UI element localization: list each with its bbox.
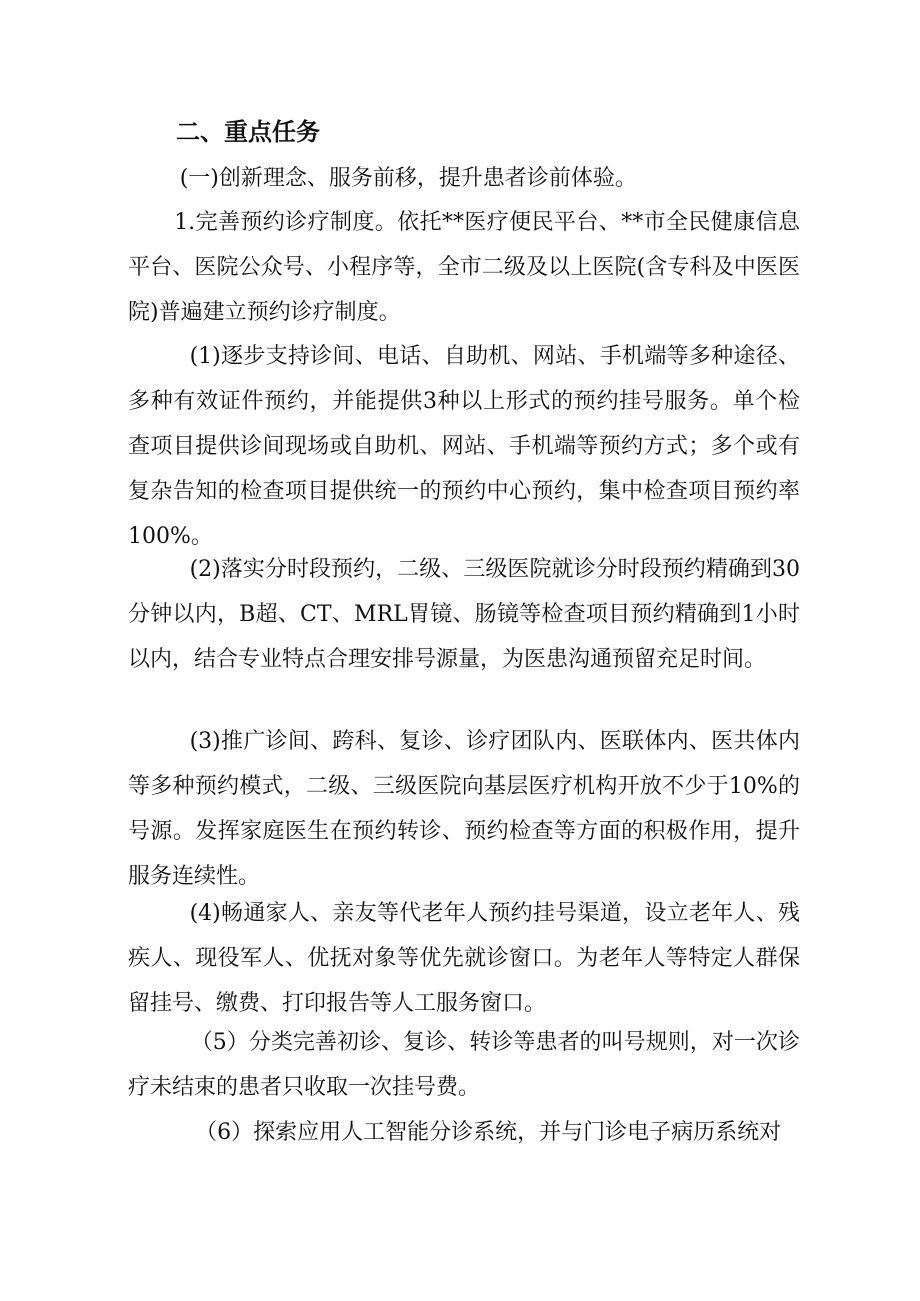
paragraph-1: 1.完善预约诊疗制度。依托**医疗便民平台、**市全民健康信息平台、医院公众号、小程序等，全市二级及以上医院(含专科及中医医院)普遍建立预约诊疗制度。 — [128, 210, 800, 325]
paragraph-7: （6）探索应用人工智能分诊系统，并与门诊电子病历系统对 — [195, 1120, 782, 1145]
subsection-heading: (一)创新理念、服务前移，提升患者诊前体验。 — [179, 166, 637, 191]
section-heading: 二、重点任务 — [176, 118, 320, 146]
paragraph-4: (3)推广诊间、跨科、复诊、诊疗团队内、医联体内、医共体内等多种预约模式，二级、三级医院向基层医疗机构开放不少于10%的号源。发挥家庭医生在预约转诊、预约检查等方面的积极作用，提升服务连续性。 — [128, 729, 800, 889]
paragraph-3: (2)落实分时段预约，二级、三级医院就诊分时段预约精确到30分钟以内，B超、CT、MRL胃镜、肠镜等检查项目预约精确到1小时以内，结合专业特点合理安排号源量，为医患沟通预留充足时间。 — [128, 557, 800, 672]
paragraph-5: (4)畅通家人、亲友等代老年人预约挂号渠道，设立老年人、残疾人、现役军人、优抚对象等优先就诊窗口。为老年人等特定人群保留挂号、缴费、打印报告等人工服务窗口。 — [128, 901, 800, 1016]
paragraph-6: （5）分类完善初诊、复诊、转诊等患者的叫号规则，对一次诊疗未结束的患者只收取一次挂号费。 — [128, 1030, 800, 1100]
paragraph-2: (1)逐步支持诊间、电话、自助机、网站、手机端等多种途径、多种有效证件预约，并能提供3种以上形式的预约挂号服务。单个检查项目提供诊间现场或自助机、网站、手机端等预约方式；多个或有复杂告知的检查项目提供统一的预约中心预约，集中检查项目预约率100%。 — [128, 344, 800, 549]
